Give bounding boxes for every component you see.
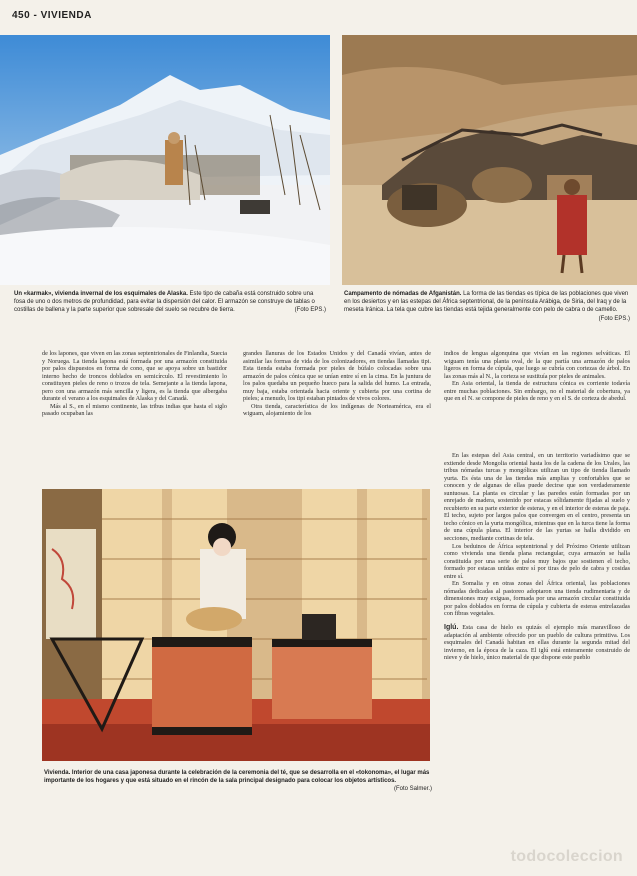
iglu-para — [444, 624, 630, 662]
afghan-camp-photo — [342, 35, 637, 285]
side-column — [444, 452, 630, 662]
col3-para: indios de lengua algonquina que vivían en las regiones selváticas. El wiguam tenía una planta oval, de la que partía una armazón de palos ligeros en forma de cúpula, que luego se cubría con cortezas de árbol. En las zonas más al N., la corteza se sustituía por pieles de animales. — [444, 350, 630, 380]
iglu-heading: Iglú. — [444, 624, 459, 632]
text-column-1 — [42, 350, 227, 418]
col1-para-2: Más al S., en el mismo continente, las tribus indias que hasta el siglo pasado ocupaban las — [42, 402, 227, 418]
col1-para: de los lapones, que viven en las zonas septentrionales de Finlandia, Suecia y Noruega. La tienda lapona está formada por una armazón constituida por palos dispuestos en forma de cono, que se apoya sobre un bastidor interno hecho de troncos doblados en semicírculo. El revestimiento lo constituyen pieles de reno o trozos de tela. Semejante a la tienda lapona, pero con una armazón más sencilla y ligera, es la tienda que albergaba durante el verano a los esquimales de Alaska y del Canadá. — [42, 350, 227, 403]
japan-caption-lead: Vivienda. — [44, 770, 71, 776]
page-number: 450 — [12, 10, 31, 21]
alaska-photo — [0, 35, 330, 285]
watermark: todocoleccion — [510, 848, 623, 865]
side-para-1: En las estepas del Asia central, en un territorio variadísimo que se extiende desde Mongolia oriental hasta los de la cadena de los Urales, las tribus nómadas turcas y mongólicas utilizan un tipo de tienda llamado yurta. Es ésta una de las tiendas más amplias y confortables que se conocen y de algunas de ellas puede decirse que son verdaderamente suntuosas. La planta es circular y las paredes están formadas por un enrejado de madera, sostenido por estacas sólidamente fijadas al suelo y recubierto en su parte exterior de esteras, y en el interior de esteras de paja. El techo, sujeto por largos palos que convergen en el centro, presenta un techo cónico en la yurta mongólica, mientras que en la turca tiene la forma de una cúpula plana. El interior de las yurtas se halla dividido en secciones, mediante cortinas de tela. — [444, 452, 630, 543]
alaska-caption-credit: (Foto EPS.) — [294, 307, 326, 314]
alaska-caption — [14, 290, 326, 315]
col2-para-2: Otra tienda, característica de los indígenas de Norteamérica, era el wiguam, alojamiento de los — [243, 402, 431, 418]
japan-caption-credit: (Foto Salmer.) — [393, 786, 432, 793]
col2-para: grandes llanuras de los Estados Unidos y del Canadá vivían, antes de asimilar las formas de vida de los colonizadores, en tiendas llamadas tipi. Esta tienda estaba formada por pieles de búfalo colocadas sobre una armazón de palos cónica que se unían entre sí en la cima. En la juntura de los palos quedaba un pequeño hueco para la salida del humo. La entrada, muy baja, estaba orientada hacia oriente y cubierta por una cortina de pieles; a menudo, los tipi estaban pintados de vivos colores. — [243, 350, 431, 403]
afghan-caption-credit: (Foto EPS.) — [598, 315, 630, 322]
section-title: VIVIENDA — [40, 10, 92, 21]
japan-caption — [44, 769, 432, 794]
japanese-interior-photo — [42, 489, 430, 761]
side-para-3: En Somalia y en otras zonas del África oriental, las poblaciones nómadas dedicadas al pastoreo adoptaron una tienda rudimentaria y de dimensiones muy exiguas, formada por una armazón circular constituida por palos doblados en forma de cúpula y cubierta de esteras entrelazadas con fibras vegetales. — [444, 580, 630, 618]
japan-caption-text: Interior de una casa japonesa durante la celebración de la ceremonia del té, que se desarrolla en el «tokonoma», el lugar más importante de los hogares y que está situado en el rincón de la sala principal designado para colocar los objetos artísticos. — [44, 770, 430, 785]
alaska-caption-lead: Un «karmak», vivienda invernal de los esquimales de Alaska. — [14, 291, 188, 297]
col3-para-2: En Asia oriental, la tienda de estructura cónica es corriente todavía entre muchas poblaciones. Sin embargo, no el material de cobertura, ya que en el N. se compone de pieles de reno y en el S. de corteza de abedul. — [444, 380, 630, 403]
side-para-2: Los beduinos de África septentrional y del Próximo Oriente utilizan como vivienda una tienda plana rectangular, cuya armazón se halla constituida por una serie de palos muy bajos que sostienen el techo, formado por estacas unidas entre sí por tiras de pelo de cabra y cosidas entre sí. — [444, 542, 630, 580]
alaska-caption-text: Este tipo de cabaña está construido sobre una fosa de uno o dos metros de profundidad, para evitar la dispersión del calor. El armazón se construye de tablas o costillas de ballena y la parte superior que sobresale del suelo se recubre de tierra. — [14, 291, 315, 314]
afghan-caption-lead: Campamento de nómadas de Afganistán. — [344, 291, 462, 297]
page-header: 450 - VIVIENDA — [12, 10, 92, 21]
text-column-2 — [243, 350, 431, 418]
afghan-caption-text: La forma de las tiendas es típica de las poblaciones que viven en los desiertos y en las estepas del África septentrional, de la península Arábiga, de Siria, del Iraq y de la meseta Iránica. La tela que cubre las tiendas está tejida generalmente con pelo de cabra o de camello. — [344, 291, 629, 314]
iglu-text: Esta casa de hielo es quizás el ejemplo más maravilloso de adaptación al ambiente ofrecido por un pueblo de cultura primitiva. Los esquimales del Canadá habitan en ellas durante la segunda mitad del invierno, en la época de la caza. El iglú está enteramente construido de nieve y de hielo, único material de que dispone este pueblo — [444, 624, 631, 662]
text-column-3 — [444, 350, 630, 403]
afghan-caption — [344, 290, 630, 323]
